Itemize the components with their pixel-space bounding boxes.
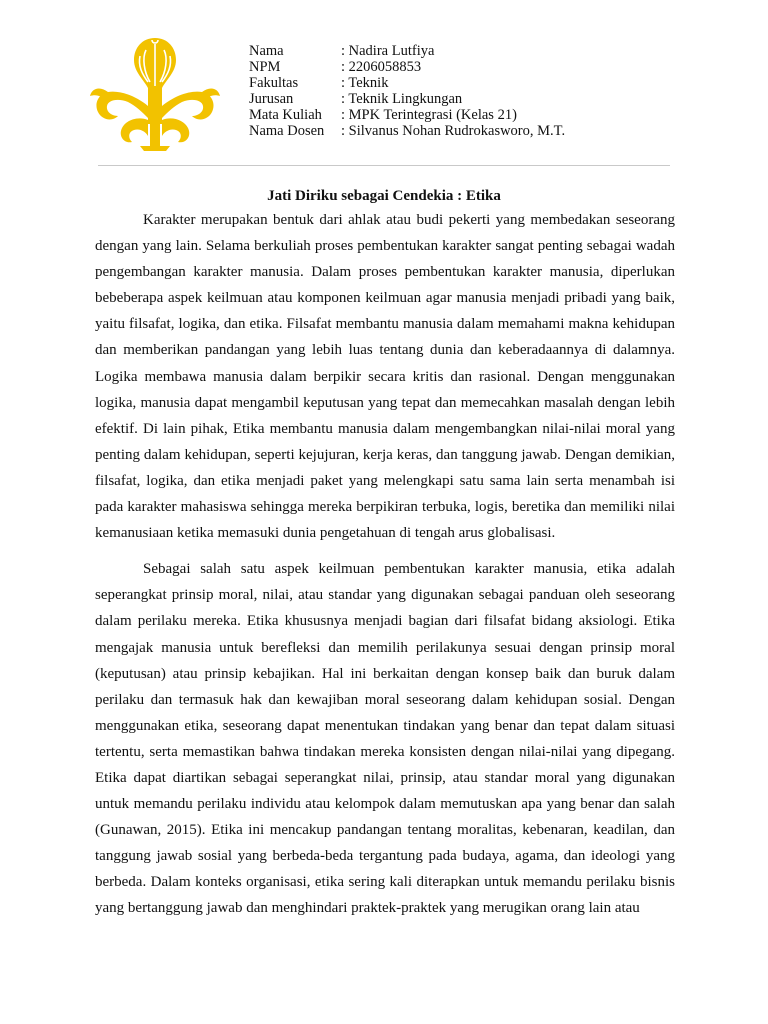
identity-row-npm <box>249 59 565 75</box>
identity-row-jurusan <box>249 91 565 107</box>
field-label: Nama Dosen <box>249 123 325 139</box>
identity-row-nama-dosen <box>249 123 565 139</box>
field-value: : 2206058853 <box>341 59 422 75</box>
field-value: : MPK Terintegrasi (Kelas 21) <box>341 107 517 123</box>
field-label: Jurusan <box>249 91 294 107</box>
identity-row-nama <box>249 43 565 59</box>
identity-row-fakultas <box>249 75 565 91</box>
paragraph-2: Sebagai salah satu aspek keilmuan pembentukan karakter manusia, etika adalah seperangkat prinsip moral, nilai, atau standar yang digunakan sebagai panduan oleh seseorang dalam perilaku mereka. Etika khususnya menjadi bagian dari filsafat bidang aksiologi. Etika mengajak manusia untuk berefleksi dan memilih perilakunya sesuai dengan prinsip moral (keputusan) atau prinsip kebajikan. Hal ini berkaitan dengan konsep baik dan buruk dalam perilaku dan termasuk hak dan kewajiban moral seseorang dalam kehidupan sosial. Dengan menggunakan etika, seseorang dapat menentukan tindakan yang benar dan tepat dalam situasi tertentu, serta memastikan bahwa tindakan mereka konsisten dengan nilai-nilai yang dipegang. Etika dapat diartikan sebagai seperangkat nilai, prinsip, atau standar moral yang digunakan untuk memandu perilaku individu atau kelompok dalam memutuskan apa yang benar dan salah (Gunawan, 2015). Etika ini mencakup pandangan tentang moralitas, kebenaran, keadilan, dan tanggung jawab sosial yang berbeda-beda tergantung pada budaya, agama, dan ideologi yang berbeda. Dalam konteks organisasi, etika sering kali diterapkan untuk memandu perilaku bisnis yang bertanggung jawab dan menghindari praktek-praktek yang merugikan orang lain atau <box>95 561 675 917</box>
paragraph-1: Karakter merupakan bentuk dari ahlak atau budi pekerti yang membedakan seseorang dengan yang lain. Selama berkuliah proses pembentukan karakter sangat penting sebagai wadah pengembangan karakter manusia. Dalam proses pembentukan karakter manusia, diperlukan bebeberapa aspek keilmuan atau komponen keilmuan agar manusia menjadi pribadi yang baik, yaitu filsafat, logika, dan etika. Filsafat membantu manusia dalam memahami makna kehidupan dan memberikan pandangan yang lebih luas tentang dunia dan keberadaannya di dalamnya. Logika membawa manusia dalam berpikir secara kritis dan rasional. Dengan menggunakan logika, manusia dapat mengambil keputusan yang tepat dan memecahkan masalah dengan lebih efektif. Di lain pihak, Etika membantu manusia dalam mengembangkan nilai-nilai moral yang penting dalam kehidupan, seperti kejujuran, kerja keras, dan tanggung jawab. Dengan demikian, filsafat, logika, dan etika menjadi paket yang melengkapi satu sama lain serta menambah isi pada karakter mahasiswa sehingga mereka berpikiran terbuka, logis, beretika dan memiliki nilai kemanusiaan ketika memasuki dunia pengetahuan di tengah arus globalisasi. <box>95 212 675 542</box>
field-label: Fakultas <box>249 75 299 91</box>
field-label: Mata Kuliah <box>249 107 322 123</box>
makara-logo-icon <box>90 36 220 151</box>
document-body <box>95 207 675 932</box>
document-title: Jati Diriku sebagai Cendekia : Etika <box>267 188 501 204</box>
field-value: : Teknik <box>341 75 389 91</box>
field-value: : Teknik Lingkungan <box>341 91 463 107</box>
field-label: NPM <box>249 59 281 75</box>
field-label: Nama <box>249 43 284 59</box>
header-divider <box>98 165 670 166</box>
identity-row-mata-kuliah <box>249 107 565 123</box>
identity-table <box>249 43 565 139</box>
field-value: : Nadira Lutfiya <box>341 43 435 59</box>
field-value: : Silvanus Nohan Rudrokasworo, M.T. <box>341 123 566 139</box>
